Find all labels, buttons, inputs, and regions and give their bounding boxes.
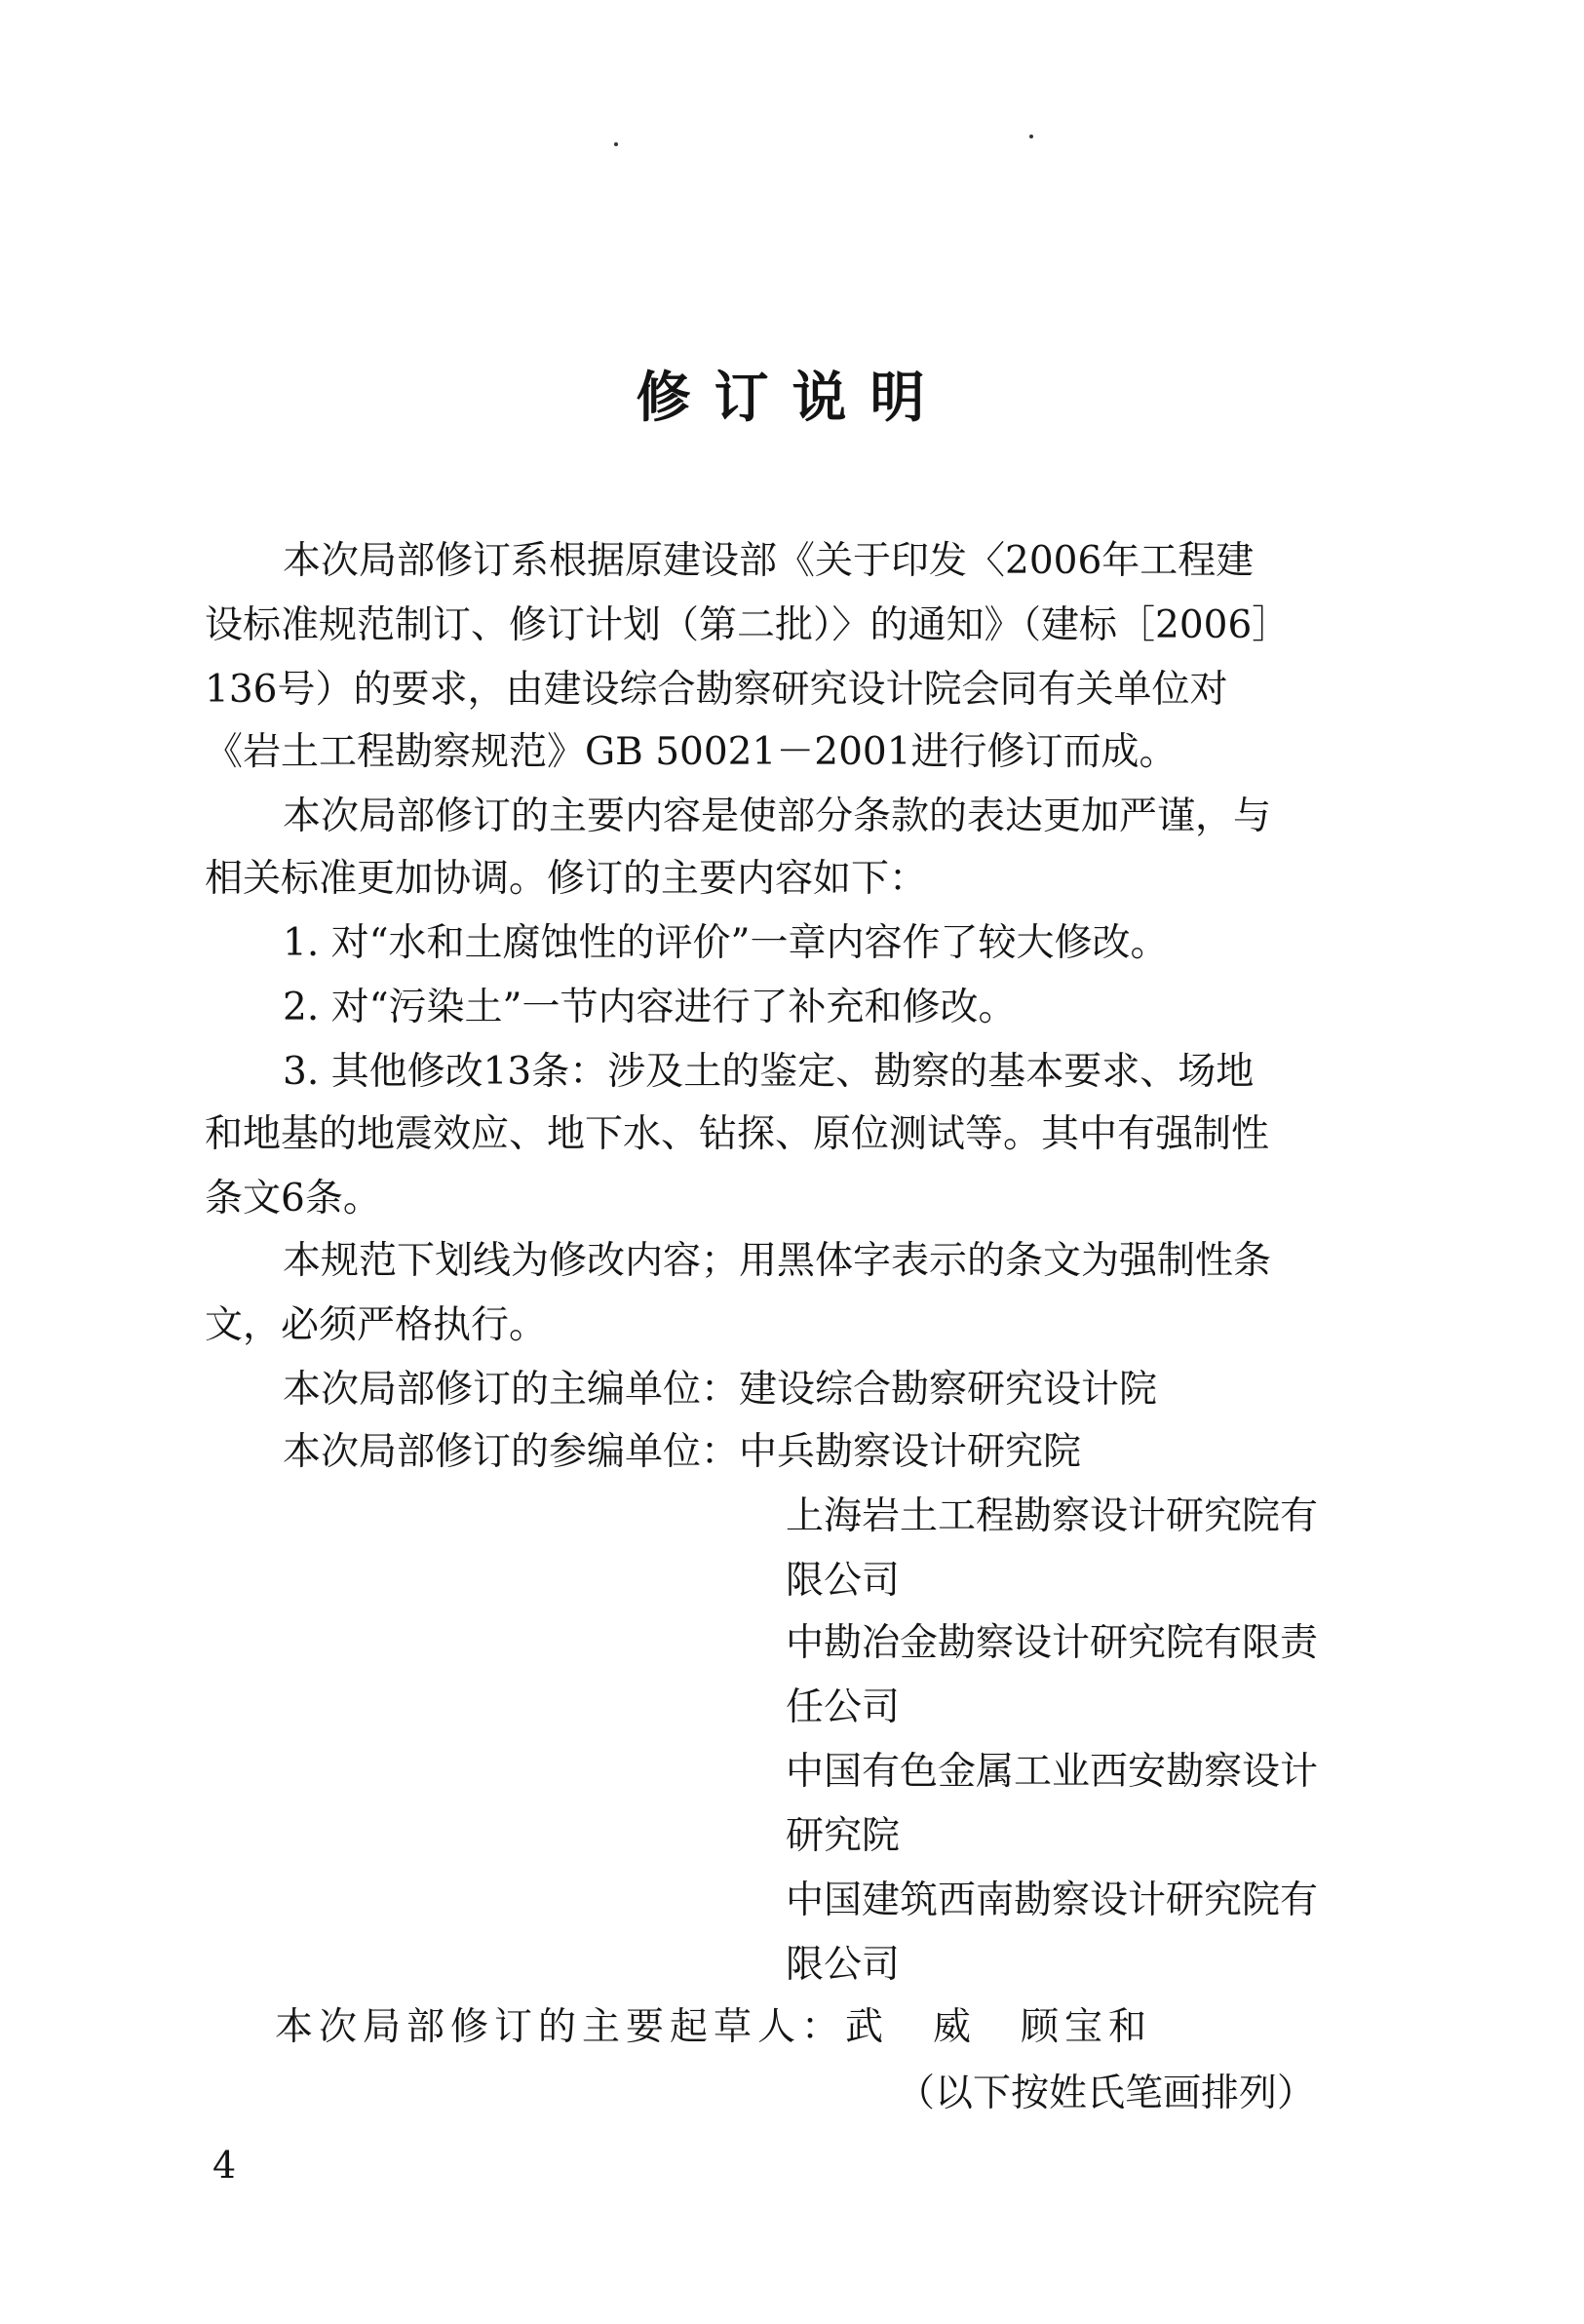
participating-unit-line: 限公司 <box>786 1559 901 1603</box>
paragraph-line: 文，必须严格执行。 <box>205 1303 548 1347</box>
drafters-note: （以下按姓氏笔画排列） <box>897 2072 1316 2115</box>
paragraph-line: 相关标准更加协调。修订的主要内容如下： <box>205 857 928 901</box>
participating-unit-line: 中国有色金属工业西安勘察设计 <box>786 1750 1319 1794</box>
chief-editor-unit: 本次局部修订的主编单位：建设综合勘察研究设计院 <box>283 1368 1158 1412</box>
participating-unit-line: 限公司 <box>786 1943 901 1987</box>
paragraph-line: 本次局部修订的主要内容是使部分条款的表达更加严谨，与 <box>283 794 1272 838</box>
list-item: 1. 对“水和土腐蚀性的评价”一章内容作了较大修改。 <box>283 921 1169 965</box>
paragraph-line: 条文6条。 <box>205 1177 381 1220</box>
participating-units-label: 本次局部修订的参编单位：中兵勘察设计研究院 <box>283 1430 1082 1474</box>
list-item: 3. 其他修改13条：涉及土的鉴定、勘察的基本要求、场地 <box>283 1050 1255 1094</box>
paragraph-line: 136号）的要求，由建设综合勘察研究设计院会同有关单位对 <box>205 668 1228 712</box>
participating-unit-line: 中勘冶金勘察设计研究院有限责 <box>786 1621 1319 1665</box>
paragraph-line: 本规范下划线为修改内容；用黑体字表示的条文为强制性条 <box>283 1239 1272 1283</box>
page-number: 4 <box>212 2144 237 2187</box>
main-drafters: 本次局部修订的主要起草人：武 威 顾宝和 <box>275 2005 1153 2049</box>
scan-speck <box>1029 135 1033 138</box>
paragraph-line: 和地基的地震效应、地下水、钻探、原位测试等。其中有强制性 <box>205 1112 1270 1156</box>
participating-unit-line: 研究院 <box>786 1814 901 1858</box>
participating-unit-line: 任公司 <box>786 1685 901 1729</box>
participating-unit-line: 上海岩土工程勘察设计研究院有 <box>786 1494 1319 1538</box>
document-title: 修订说明 <box>636 366 948 430</box>
scan-speck <box>614 142 618 146</box>
paragraph-line: 本次局部修订系根据原建设部《关于印发〈2006年工程建 <box>283 539 1255 583</box>
paragraph-line: 《岩土工程勘察规范》GB 50021－2001进行修订而成。 <box>205 730 1178 774</box>
participating-unit-line: 中国建筑西南勘察设计研究院有 <box>786 1879 1319 1922</box>
paragraph-line: 设标准规范制订、修订计划（第二批）〉的通知》（建标［2006］ <box>205 603 1291 647</box>
list-item: 2. 对“污染土”一节内容进行了补充和修改。 <box>283 986 1017 1029</box>
